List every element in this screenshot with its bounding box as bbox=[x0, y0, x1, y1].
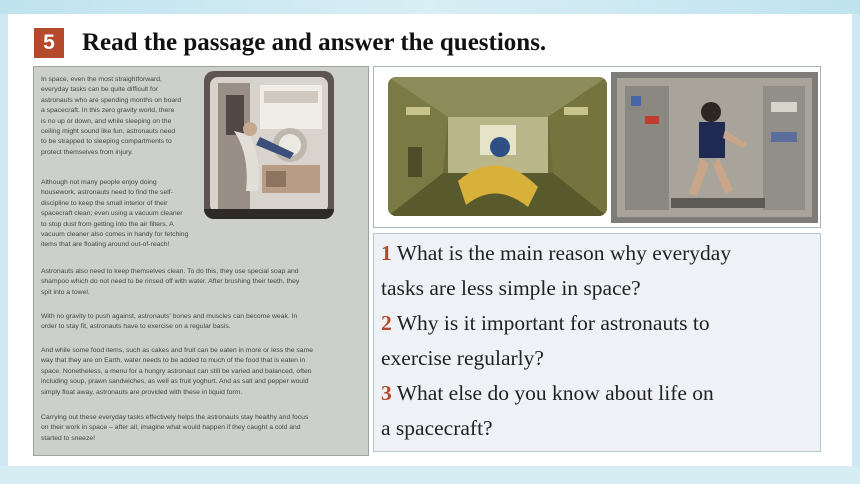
passage-paragraph-6: Carrying out these everyday tasks effectively helps the astronauts stay healthy and focus on their work in space – after all, imagine what would happen if they caught a cold and started to sneeze! bbox=[41, 414, 309, 442]
station-interior-photo bbox=[388, 77, 607, 216]
passage-paragraph-2: Although not many people enjoy doing housework, astronauts need to find the self- discipline to keep the small interior of their spacecraft clean; even using a vacuum cleaner to stop dust from getting into the air filters. A vacuum cleaner also comes in handy for fetching items that are floating around out-of-reach! bbox=[41, 179, 189, 249]
passage-paragraph-3: Astronauts also need to keep themselves clean. To do this, they use special soap and shampoo which do not need to be rinsed off with water. After brushing their teeth, they spit into a towel. bbox=[41, 268, 300, 296]
astronaut-sleeping-compartment-photo bbox=[204, 71, 334, 219]
discussion-questions-box bbox=[373, 233, 821, 452]
question-3-number: 3 bbox=[381, 381, 392, 405]
question-1-number: 1 bbox=[381, 241, 392, 265]
question-2-line-2: exercise regularly? bbox=[381, 346, 544, 370]
astronaut-treadmill-photo bbox=[611, 72, 818, 223]
question-3-line-2: a spacecraft? bbox=[381, 416, 493, 440]
question-2-number: 2 bbox=[381, 311, 392, 335]
question-3-line-1: 3 What else do you know about life on bbox=[381, 381, 714, 405]
left-decor-rail bbox=[0, 14, 8, 484]
passage-paragraph-4: With no gravity to push against, astronauts' bones and muscles can become weak. In order to stay fit, astronauts have to exercise on a regular basis. bbox=[41, 313, 298, 331]
slide-heading bbox=[34, 24, 546, 62]
question-2-line-1: 2 Why is it important for astronauts to bbox=[381, 311, 710, 335]
top-decor-band bbox=[0, 0, 860, 14]
reading-passage-panel bbox=[33, 66, 369, 456]
section-number-badge: 5 bbox=[34, 28, 64, 58]
bottom-decor-band bbox=[0, 466, 860, 484]
slide-title: Read the passage and answer the questions. bbox=[82, 29, 547, 56]
question-1-line-1: 1 What is the main reason why everyday bbox=[381, 241, 732, 265]
question-1-line-2: tasks are less simple in space? bbox=[381, 276, 641, 300]
passage-paragraph-5: And while some food items, such as cakes and fruit can be eaten in more or less the same way that they are on Earth, water needs to be added to much of the food that is eaten in space. Nonetheless, a menu for a hungry astronaut can still be varied and balanced, often including soup, prawn sandwiches, as well as fruit yoghurt. And as salt and pepper would simply float away, astronauts are provided with these in liquid form. bbox=[41, 347, 314, 396]
photos-frame bbox=[373, 66, 821, 228]
right-decor-rail bbox=[852, 14, 860, 484]
passage-paragraph-1: In space, even the most straightforward, everyday tasks can be quite difficult for astronauts who are spending months on board a spacecraft. In this zero gravity world, there is no up or down, and while sleeping on the ceiling might sound like fun, astronauts need to be strapped to sleeping compartments to protect themselves from injury. bbox=[41, 76, 182, 156]
